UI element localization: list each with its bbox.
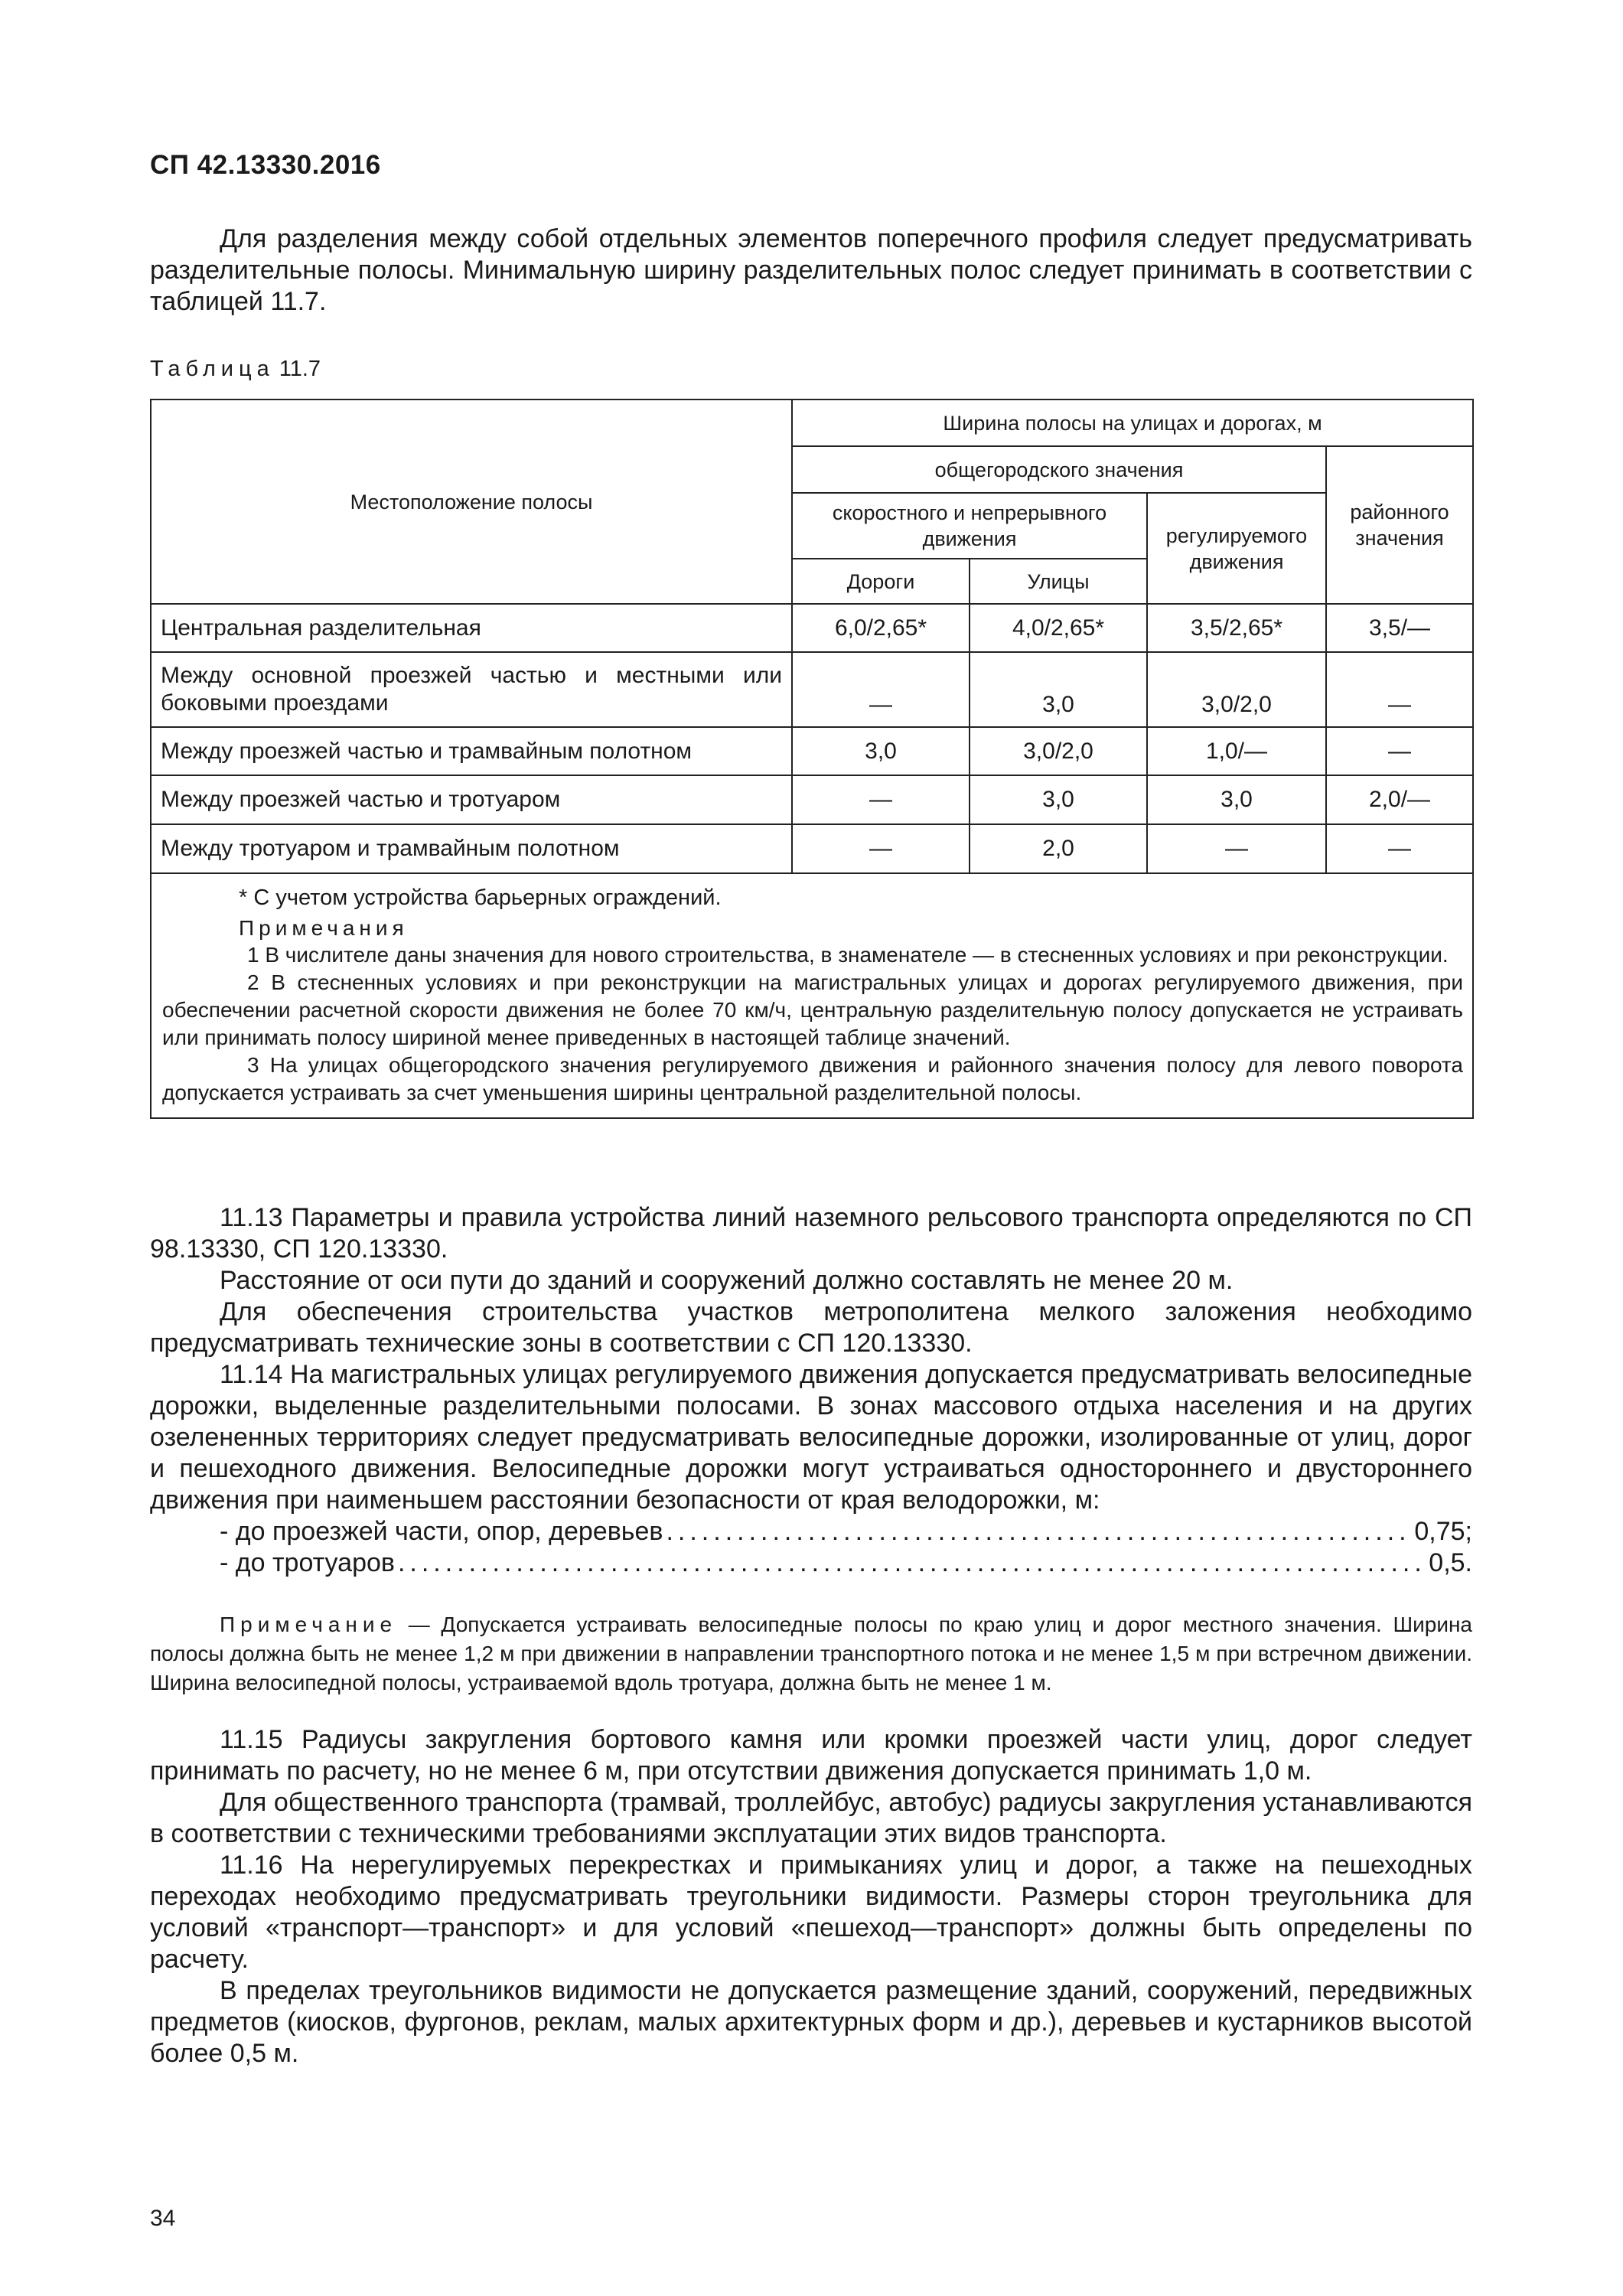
row-location: Между основной проезжей частью и местными или боковыми проездами — [151, 652, 792, 727]
distance-item — [150, 1516, 1472, 1548]
table-caption-word: Таблица — [150, 357, 275, 381]
row-location: Центральная разделительная — [151, 604, 792, 652]
section-11-13-14 — [150, 1202, 1472, 1579]
paragraph: 11.16 На нерегулируемых перекрестках и примыканиях улиц и дорог, а также на пешеходных переходах необходимо предусматривать треугольники видимости. Размеры сторон треугольника для условий «транспорт—транспорт» и для условий «пешеход—транспорт» должны быть определены по расчету. — [150, 1851, 1472, 1974]
distance-label: - до проезжей части, опор, деревьев — [220, 1517, 663, 1546]
header-width: Ширина полосы на улицах и дорогах, м — [792, 400, 1473, 446]
paragraph: Для общественного транспорта (трамвай, троллейбус, автобус) радиусы закругления устанавливаются в соответствии с техническими требованиями эксплуатации этих видов транспорта. — [150, 1788, 1472, 1848]
cell-regulated: 3,0/2,0 — [1147, 652, 1326, 727]
section-11-15-16 — [150, 1724, 1472, 2069]
cell-roads: — — [792, 775, 970, 824]
table-row — [151, 824, 1473, 873]
distance-label: - до тротуаров — [220, 1548, 395, 1577]
cell-regulated: 1,0/— — [1147, 727, 1326, 775]
table-note: 2 В стесненных условиях и при реконструкции на магистральных улицах и дорогах регулируемого движения, при обеспечении расчетной скорости движения не более 70 км/ч, центральную разделительную полосу допускается не устраивать или принимать полосу шириной менее приведенных в настоящей таблице значений. — [162, 970, 1464, 1049]
dot-leader — [398, 1548, 1426, 1579]
bicycle-note — [150, 1610, 1472, 1698]
cell-regulated: 3,5/2,65* — [1147, 604, 1326, 652]
paragraph: 11.13 Параметры и правила устройства линий наземного рельсового транспорта определяются по СП 98.13330, СП 120.13330. — [150, 1203, 1472, 1264]
paragraph: В пределах треугольников видимости не допускается размещение зданий, сооружений, передвижных предметов (киосков, фургонов, реклам, малых архитектурных форм и др.), деревьев и кустарников высотой более 0,5 м. — [150, 1976, 1472, 2068]
distance-value: 0,75; — [1414, 1517, 1472, 1546]
page-number: 34 — [150, 2206, 176, 2231]
row-location: Между проезжей частью и тротуаром — [151, 775, 792, 824]
table-row — [151, 727, 1473, 775]
header-location: Местоположение полосы — [151, 400, 792, 604]
table-caption-number: 11.7 — [279, 357, 321, 381]
cell-roads: 6,0/2,65* — [792, 604, 970, 652]
cell-streets: 4,0/2,65* — [970, 604, 1147, 652]
table-caption — [150, 357, 321, 382]
intro-paragraph: Для разделения между собой отдельных элементов поперечного профиля следует предусматривать разделительные полосы. Минимальную ширину разделительных полос следует принимать в соответствии с таблицей 11.7. — [150, 224, 1472, 316]
paragraph: Расстояние от оси пути до зданий и сооружений должно составлять не менее 20 м. — [220, 1266, 1234, 1295]
cell-district: — — [1326, 652, 1473, 727]
cell-regulated: — — [1147, 824, 1326, 873]
cell-roads: — — [792, 824, 970, 873]
table-row — [151, 652, 1473, 727]
document-code: СП 42.13330.2016 — [150, 150, 381, 180]
table-note: 3 На улицах общегородского значения регулируемого движения и районного значения полосу для левого поворота допускается устраивать за счет уменьшения ширины центральной разделительной полосы. — [162, 1053, 1464, 1104]
cell-roads: 3,0 — [792, 727, 970, 775]
row-location: Между проезжей частью и трамвайным полотном — [151, 727, 792, 775]
table-footnote: * С учетом устройства барьерных ограждений. — [239, 885, 722, 910]
distance-item — [150, 1548, 1472, 1579]
separator-width-table — [150, 399, 1474, 1119]
cell-district: — — [1326, 727, 1473, 775]
paragraph: Для обеспечения строительства участков метрополитена мелкого заложения необходимо предусматривать технические зоны в соответствии с СП 120.13330. — [150, 1297, 1472, 1358]
cell-streets: 3,0 — [970, 775, 1147, 824]
header-regulated: регулируемого движения — [1147, 493, 1326, 604]
paragraph: 11.15 Радиусы закругления бортового камня или кромки проезжей части улиц, дорог следует принимать по расчету, но не менее 6 м, при отсутствии движения допускается принимать 1,0 м. — [150, 1725, 1472, 1786]
dot-leader — [666, 1516, 1411, 1548]
cell-roads: — — [792, 652, 970, 727]
cell-district: — — [1326, 824, 1473, 873]
cell-streets: 3,0 — [970, 652, 1147, 727]
row-location: Между тротуаром и трамвайным полотном — [151, 824, 792, 873]
cell-streets: 2,0 — [970, 824, 1147, 873]
header-citywide: общегородского значения — [792, 446, 1326, 493]
note-title: Примечание — [220, 1613, 398, 1636]
intro-paragraph-block — [150, 223, 1472, 318]
header-streets: Улицы — [970, 559, 1147, 604]
distance-value: 0,5. — [1429, 1548, 1472, 1577]
table-notes — [151, 873, 1473, 1118]
note-text: — Допускается устраивать велосипедные полосы по краю улиц и дорог местного значения. Ширина полосы должна быть не менее 1,2 м при движении в направлении транспортного потока и не менее 1,5 м при встречном движении. Ширина велосипедной полосы, устраиваемой вдоль тротуара, должна быть не менее 1 м. — [150, 1613, 1472, 1694]
header-fast: скоростного и непрерывного движения — [792, 493, 1147, 559]
cell-district: 2,0/— — [1326, 775, 1473, 824]
notes-title: Примечания — [239, 916, 409, 940]
table-note: 1 В числителе даны значения для нового строительства, в знаменателе — в стесненных условиях и при реконструкции. — [247, 943, 1449, 967]
header-roads: Дороги — [792, 559, 970, 604]
table-row — [151, 775, 1473, 824]
header-district: районного значения — [1326, 446, 1473, 604]
cell-district: 3,5/— — [1326, 604, 1473, 652]
cell-streets: 3,0/2,0 — [970, 727, 1147, 775]
cell-regulated: 3,0 — [1147, 775, 1326, 824]
paragraph: 11.14 На магистральных улицах регулируемого движения допускается предусматривать велосипедные дорожки, выделенные разделительными полосами. В зонах массового отдыха населения и на других озелененных территориях следует предусматривать велосипедные дорожки, изолированные от улиц, дорог и пешеходного движения. Велосипедные дорожки могут устраиваться одностороннего и двустороннего движения при наименьшем расстоянии безопасности от края велодорожки, м: — [150, 1360, 1472, 1515]
table-row — [151, 604, 1473, 652]
